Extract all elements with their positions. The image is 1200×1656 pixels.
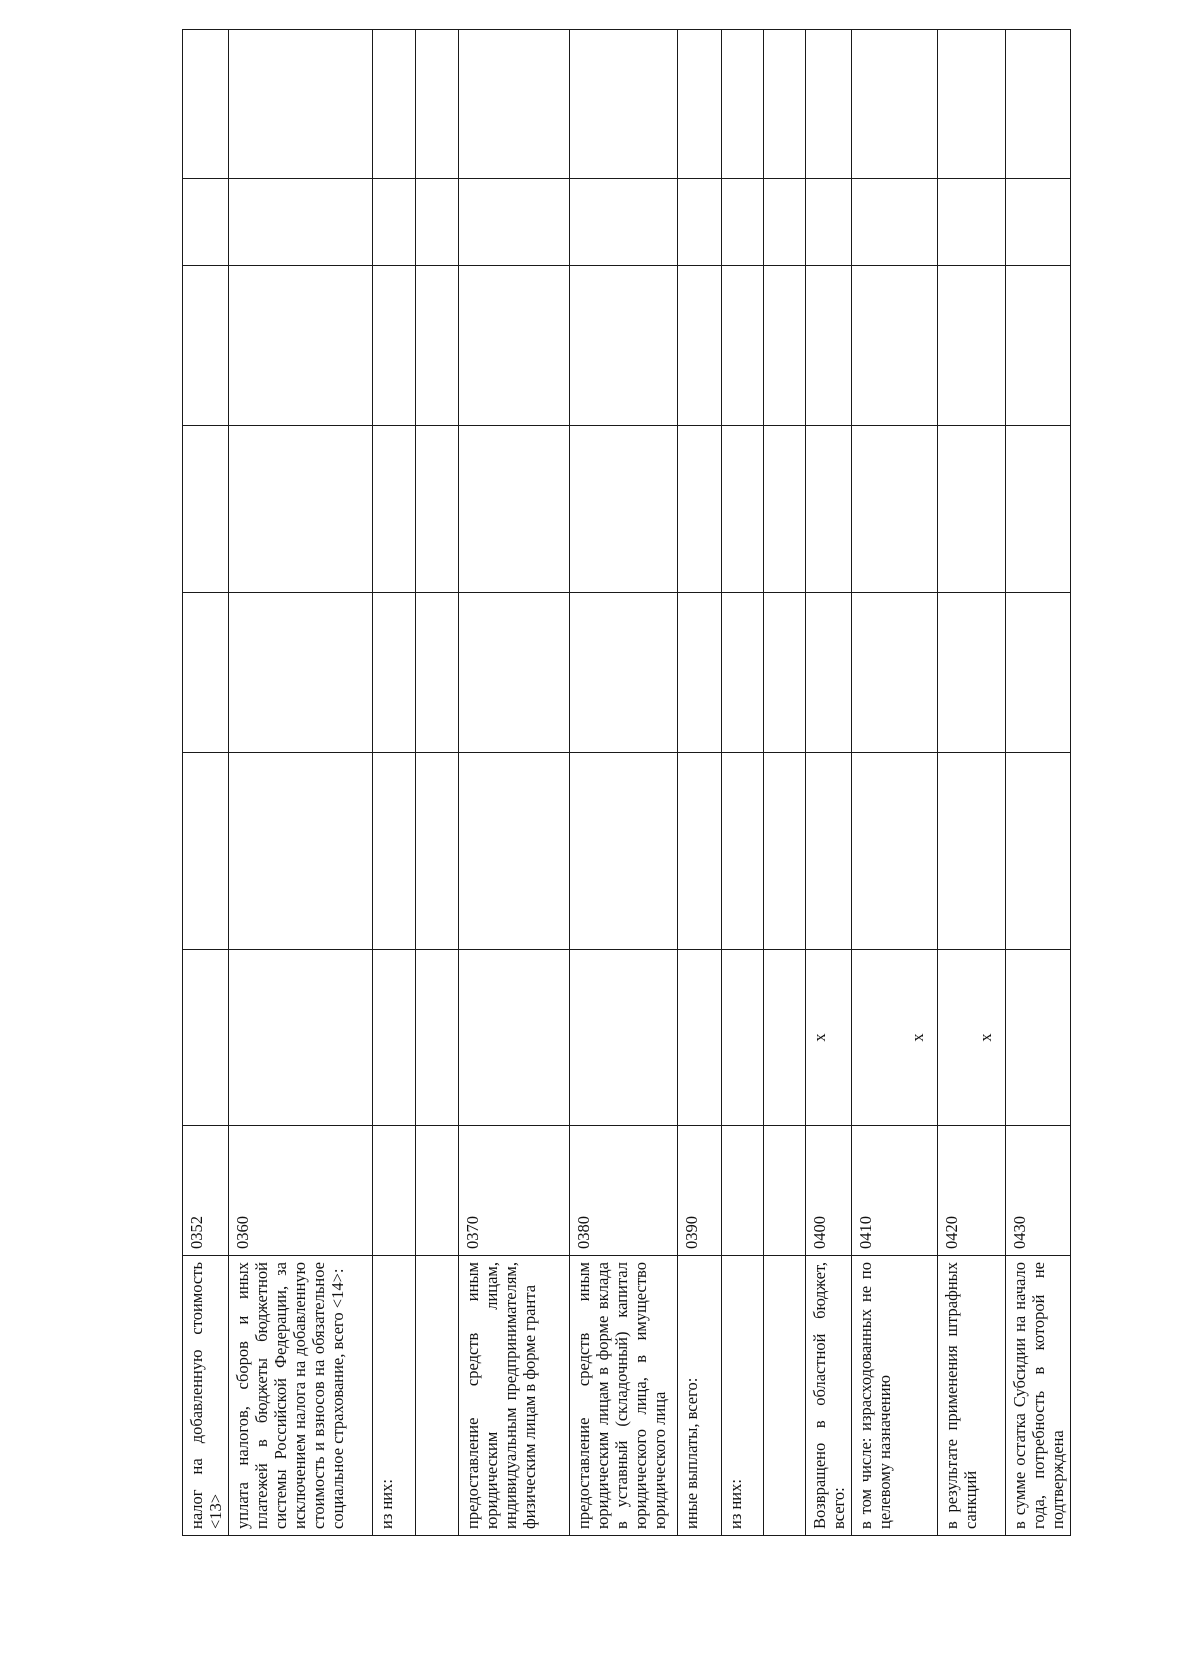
cell-mark: x xyxy=(938,950,1006,1126)
table-row xyxy=(852,30,938,1536)
row-code: 0430 xyxy=(1006,1126,1071,1256)
table-row xyxy=(1006,30,1071,1536)
table-cell xyxy=(1006,426,1071,593)
table-cell xyxy=(459,753,570,950)
table-cell xyxy=(938,593,1006,753)
table-cell xyxy=(938,179,1006,266)
table-cell xyxy=(459,426,570,593)
report-table xyxy=(182,29,1071,1536)
table-row xyxy=(806,30,852,1536)
table-cell xyxy=(722,426,764,593)
row-code: 0370 xyxy=(459,1126,570,1256)
table-cell xyxy=(373,266,416,426)
table-cell xyxy=(183,179,229,266)
table-cell xyxy=(722,179,764,266)
table-cell xyxy=(1006,593,1071,753)
table-cell xyxy=(459,179,570,266)
row-code: 0390 xyxy=(678,1126,722,1256)
row-label: в результате применения штрафных санкций xyxy=(938,1256,1006,1536)
cell-mark xyxy=(764,950,806,1126)
table-cell xyxy=(229,266,373,426)
table-cell xyxy=(678,266,722,426)
table-cell xyxy=(678,753,722,950)
table-cell xyxy=(570,426,678,593)
table-cell xyxy=(1006,266,1071,426)
table-cell xyxy=(806,593,852,753)
table-cell xyxy=(938,30,1006,179)
table-cell xyxy=(764,179,806,266)
table-cell xyxy=(722,753,764,950)
cell-mark xyxy=(1006,950,1071,1126)
table-cell xyxy=(938,426,1006,593)
table-cell xyxy=(183,266,229,426)
table-cell xyxy=(416,179,459,266)
table-cell xyxy=(229,30,373,179)
table-cell xyxy=(764,30,806,179)
table-row xyxy=(183,30,229,1536)
table-cell xyxy=(1006,30,1071,179)
table-cell xyxy=(678,426,722,593)
cell-mark xyxy=(373,950,416,1126)
row-code xyxy=(373,1126,416,1256)
table-cell xyxy=(183,593,229,753)
table-cell xyxy=(416,266,459,426)
table-row xyxy=(373,30,416,1536)
table-cell xyxy=(1006,179,1071,266)
table-cell xyxy=(938,753,1006,950)
table-cell xyxy=(570,266,678,426)
row-label: предоставление средств иным юридическим лицам, индивидуальным предпринимателям, физическим лицам в форме гранта xyxy=(459,1256,570,1536)
table-cell xyxy=(373,593,416,753)
row-label: иные выплаты, всего: xyxy=(678,1256,722,1536)
row-code: 0360 xyxy=(229,1126,373,1256)
cell-mark xyxy=(229,950,373,1126)
row-code xyxy=(722,1126,764,1256)
table-cell xyxy=(183,426,229,593)
table-cell xyxy=(229,179,373,266)
table-cell xyxy=(416,426,459,593)
table-cell xyxy=(570,593,678,753)
table-cell xyxy=(852,179,938,266)
row-label: налог на добавленную стоимость <13> xyxy=(183,1256,229,1536)
table-cell xyxy=(229,426,373,593)
table-cell xyxy=(806,426,852,593)
table-cell xyxy=(416,593,459,753)
table-cell xyxy=(416,753,459,950)
cell-mark xyxy=(183,950,229,1126)
table-cell xyxy=(183,30,229,179)
row-label: в том числе: израсходованных не по целевому назначению xyxy=(852,1256,938,1536)
row-code: 0352 xyxy=(183,1126,229,1256)
table-cell xyxy=(570,30,678,179)
table-cell xyxy=(459,30,570,179)
row-label: из них: xyxy=(722,1256,764,1536)
row-label: из них: xyxy=(373,1256,416,1536)
table-cell xyxy=(806,179,852,266)
row-code: 0410 xyxy=(852,1126,938,1256)
row-label xyxy=(764,1256,806,1536)
cell-mark xyxy=(416,950,459,1126)
table-cell xyxy=(764,266,806,426)
table-cell xyxy=(1006,753,1071,950)
cell-mark xyxy=(459,950,570,1126)
cell-mark xyxy=(678,950,722,1126)
row-label: в сумме остатка Субсидии на начало года, потребность в которой не подтверждена xyxy=(1006,1256,1071,1536)
table-cell xyxy=(373,426,416,593)
table-cell xyxy=(570,179,678,266)
table-cell xyxy=(183,753,229,950)
table-cell xyxy=(852,593,938,753)
cell-mark xyxy=(570,950,678,1126)
table-cell xyxy=(722,266,764,426)
table-cell xyxy=(852,30,938,179)
cell-mark: x xyxy=(852,950,938,1126)
table-cell xyxy=(459,266,570,426)
row-label: Возвращено в областной бюджет, всего: xyxy=(806,1256,852,1536)
table-row xyxy=(570,30,678,1536)
row-code: 0380 xyxy=(570,1126,678,1256)
table-cell xyxy=(764,593,806,753)
table-row xyxy=(938,30,1006,1536)
table-cell xyxy=(852,426,938,593)
row-label: уплата налогов, сборов и иных платежей в бюджеты бюджетной системы Российской Федерации, за исключением налога на добавленную стоимость и взносов на обязательное социальное страхование, всего <14>: xyxy=(229,1256,373,1536)
table-cell xyxy=(678,30,722,179)
table-cell xyxy=(678,179,722,266)
table-cell xyxy=(938,266,1006,426)
table-row xyxy=(678,30,722,1536)
table-cell xyxy=(806,753,852,950)
row-label: предоставление средств иным юридическим лицам в форме вклада в уставный (складочный) капитал юридического лица, в имущество юридического лица xyxy=(570,1256,678,1536)
table-cell xyxy=(764,426,806,593)
table-cell xyxy=(459,593,570,753)
table-row xyxy=(416,30,459,1536)
cell-mark xyxy=(722,950,764,1126)
table-cell xyxy=(764,753,806,950)
table-cell xyxy=(416,30,459,179)
table-row xyxy=(459,30,570,1536)
table-cell xyxy=(373,30,416,179)
table-row xyxy=(722,30,764,1536)
table-row xyxy=(764,30,806,1536)
table-cell xyxy=(229,753,373,950)
table-cell xyxy=(570,753,678,950)
table-cell xyxy=(852,753,938,950)
table-cell xyxy=(722,593,764,753)
table-cell xyxy=(373,753,416,950)
row-code: 0400 xyxy=(806,1126,852,1256)
row-code xyxy=(764,1126,806,1256)
row-code xyxy=(416,1126,459,1256)
table-cell xyxy=(678,593,722,753)
table-cell xyxy=(806,30,852,179)
cell-mark: x xyxy=(806,950,852,1126)
row-label xyxy=(416,1256,459,1536)
table-cell xyxy=(373,179,416,266)
table-cell xyxy=(722,30,764,179)
table-cell xyxy=(852,266,938,426)
table-row xyxy=(229,30,373,1536)
row-code: 0420 xyxy=(938,1126,1006,1256)
table-cell xyxy=(229,593,373,753)
table-cell xyxy=(806,266,852,426)
